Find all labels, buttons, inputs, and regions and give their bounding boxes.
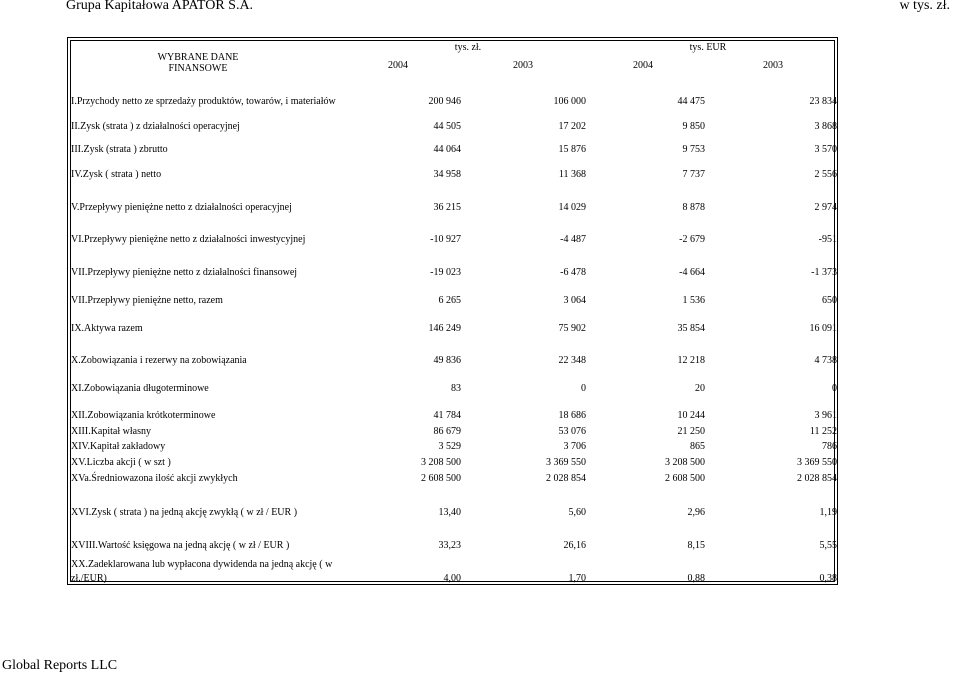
- row-label: XVa.Średniowazona ilość akcji zwykłych: [71, 473, 238, 484]
- row-value: 75 902: [558, 323, 586, 334]
- row-value: 22 348: [558, 355, 586, 366]
- row-value: -6 478: [560, 267, 586, 278]
- row-label: XX.Zadeklarowana lub wypłacona dywidenda na jedną akcję ( w: [71, 559, 333, 570]
- row-value: 33,23: [438, 540, 461, 551]
- row-label: II.Zysk (strata ) z działalności operacyjnej: [71, 121, 240, 132]
- row-value: 3 961: [814, 410, 837, 421]
- table-title: WYBRANE DANE FINANSOWE: [157, 52, 239, 74]
- row-label: XII.Zobowiązania krótkoterminowe: [71, 410, 216, 421]
- row-value: 3 369 550: [546, 457, 586, 468]
- row-value: 2 608 500: [421, 473, 461, 484]
- row-label: XVIII.Wartość księgowa na jedną akcję ( w zł / EUR ): [71, 540, 290, 551]
- row-value: 1,70: [568, 573, 586, 584]
- row-value: -10 927: [430, 234, 461, 245]
- row-label: I.Przychody netto ze sprzedaży produktów, towarów, i materiałów: [71, 96, 336, 107]
- financial-data-table: [67, 37, 838, 585]
- row-value: 1,19: [819, 507, 837, 518]
- row-value: 8,15: [687, 540, 705, 551]
- row-value: 4 738: [814, 355, 837, 366]
- row-value: 86 679: [433, 426, 461, 437]
- row-value: 11 368: [558, 169, 586, 180]
- row-label: XIII.Kapitał własny: [71, 426, 151, 437]
- row-value: 23 834: [809, 96, 837, 107]
- row-value: 5,55: [819, 540, 837, 551]
- row-value: -1 373: [811, 267, 837, 278]
- currency-pln-header: tys. zł.: [454, 42, 482, 53]
- row-value: 53 076: [558, 426, 586, 437]
- row-value: 12 218: [677, 355, 705, 366]
- row-value: 3 529: [438, 441, 461, 452]
- row-label: IV.Zysk ( strata ) netto: [71, 169, 162, 180]
- row-value: 2 556: [814, 169, 837, 180]
- row-value: 34 958: [433, 169, 461, 180]
- row-value: -951: [818, 234, 837, 245]
- row-value: 5,60: [568, 507, 586, 518]
- year-header: 2004: [633, 60, 653, 71]
- row-value: 49 836: [433, 355, 461, 366]
- row-value: -19 023: [430, 267, 461, 278]
- row-label: XVI.Zysk ( strata ) na jedną akcję zwykłą ( w zł / EUR ): [71, 507, 298, 518]
- row-value: 3 570: [814, 144, 837, 155]
- row-value: 20: [695, 383, 705, 394]
- row-label: III.Zysk (strata ) zbrutto: [71, 144, 168, 155]
- row-value: 44 505: [433, 121, 461, 132]
- row-label: V.Przepływy pieniężne netto z działalności operacyjnej: [71, 202, 292, 213]
- row-value: 650: [822, 295, 837, 306]
- row-value: 3 208 500: [665, 457, 705, 468]
- currency-eur-header: tys. EUR: [689, 42, 727, 53]
- row-value: 26,16: [563, 540, 586, 551]
- year-header: 2004: [388, 60, 408, 71]
- row-label: VII.Przepływy pieniężne netto z działalności finansowej: [71, 267, 298, 278]
- row-label: VI.Przepływy pieniężne netto z działalności inwestycyjnej: [71, 234, 306, 245]
- row-value: 4,00: [443, 573, 461, 584]
- row-value: 865: [690, 441, 705, 452]
- row-value: 3 706: [563, 441, 586, 452]
- row-value: 9 850: [682, 121, 705, 132]
- row-value: 2 608 500: [665, 473, 705, 484]
- row-label: VII.Przepływy pieniężne netto, razem: [71, 295, 223, 306]
- row-value: -4 487: [560, 234, 586, 245]
- row-value: 2 028 854: [546, 473, 586, 484]
- row-value: 146 249: [428, 323, 461, 334]
- row-label: XI.Zobowiązania długoterminowe: [71, 383, 209, 394]
- row-value: 3 369 550: [797, 457, 837, 468]
- row-value: 13,40: [438, 507, 461, 518]
- row-value: 41 784: [433, 410, 461, 421]
- row-value: 3 868: [814, 121, 837, 132]
- row-value: 83: [451, 383, 461, 394]
- company-name: Grupa Kapitałowa APATOR S.A.: [66, 0, 254, 13]
- row-value: 35 854: [677, 323, 705, 334]
- row-value: 3 208 500: [421, 457, 461, 468]
- row-label-continued: zł./EUR): [71, 573, 107, 584]
- row-value: 2 028 854: [797, 473, 837, 484]
- row-value: 0,38: [819, 573, 837, 584]
- row-value: 2 974: [814, 202, 837, 213]
- row-value: 10 244: [677, 410, 705, 421]
- row-value: 1 536: [682, 295, 705, 306]
- row-label: XIV.Kapitał zakładowy: [71, 441, 166, 452]
- row-label: XV.Liczba akcji ( w szt ): [71, 457, 171, 468]
- row-value: 21 250: [677, 426, 705, 437]
- row-value: 106 000: [553, 96, 586, 107]
- year-header: 2003: [513, 60, 533, 71]
- row-value: 15 876: [558, 144, 586, 155]
- footer-source: Global Reports LLC: [2, 658, 118, 673]
- row-value: 16 091: [809, 323, 837, 334]
- row-value: 2,96: [687, 507, 705, 518]
- row-value: 786: [822, 441, 837, 452]
- year-header: 2003: [763, 60, 783, 71]
- row-value: 0: [581, 383, 586, 394]
- row-value: 44 064: [433, 144, 461, 155]
- row-value: -2 679: [679, 234, 705, 245]
- row-label: X.Zobowiązania i rezerwy na zobowiązania: [71, 355, 247, 366]
- row-value: 0: [832, 383, 837, 394]
- row-value: -4 664: [679, 267, 705, 278]
- row-value: 36 215: [433, 202, 461, 213]
- row-value: 14 029: [558, 202, 586, 213]
- row-value: 200 946: [428, 96, 461, 107]
- row-value: 44 475: [677, 96, 705, 107]
- row-label: IX.Aktywa razem: [71, 323, 143, 334]
- row-value: 8 878: [682, 202, 705, 213]
- row-value: 3 064: [563, 295, 586, 306]
- row-value: 17 202: [558, 121, 586, 132]
- row-value: 6 265: [438, 295, 461, 306]
- row-value: 9 753: [682, 144, 705, 155]
- row-value: 7 737: [682, 169, 705, 180]
- row-value: 0,88: [687, 573, 705, 584]
- unit-label: w tys. zł.: [899, 0, 950, 13]
- row-value: 11 252: [809, 426, 837, 437]
- row-value: 18 686: [558, 410, 586, 421]
